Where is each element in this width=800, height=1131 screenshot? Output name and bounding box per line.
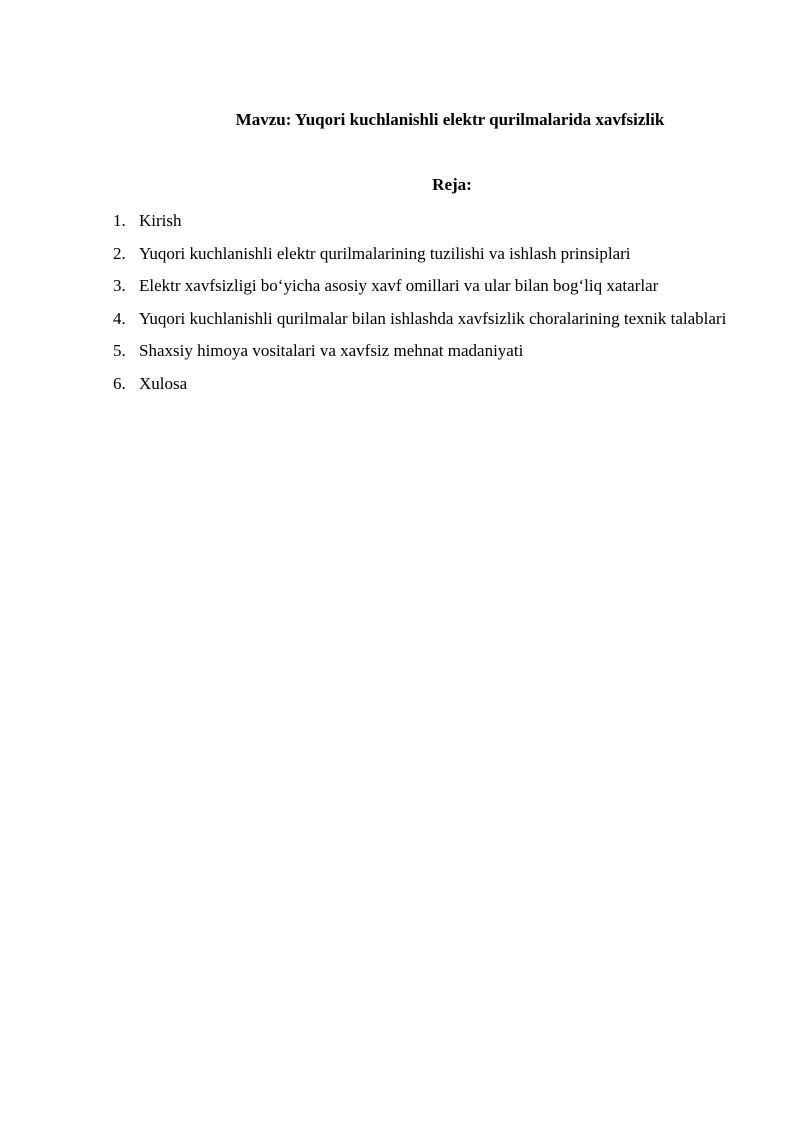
plan-item xyxy=(113,270,743,303)
plan-item xyxy=(113,238,743,271)
plan-item-text: Elektr xavfsizligi bo‘yicha asosiy xavf omillari va ular bilan bog‘liq xatarlar xyxy=(139,276,659,295)
plan-item-text: Yuqori kuchlanishli elektr qurilmalarining tuzilishi va ishlash prinsiplari xyxy=(139,243,631,263)
plan-item xyxy=(113,205,743,238)
plan-item-number: 4. xyxy=(113,308,126,328)
plan-item-text: Yuqori kuchlanishli qurilmalar bilan ishlashda xavfsizlik choralarining texnik talablari xyxy=(139,308,727,328)
plan-item xyxy=(113,368,743,401)
plan-heading: Reja: xyxy=(432,175,472,194)
plan-item-number: 1. xyxy=(113,211,126,230)
plan-item-number: 3. xyxy=(113,276,126,295)
plan-item-number: 2. xyxy=(113,243,126,263)
plan-item xyxy=(113,303,743,336)
topic-title: Mavzu: Yuqori kuchlanishli elektr qurilmalarida xavfsizlik xyxy=(235,110,665,129)
plan-item-number: 5. xyxy=(113,341,126,360)
plan-item-text: Kirish xyxy=(139,211,182,230)
plan-list xyxy=(113,205,743,400)
plan-item-text: Shaxsiy himoya vositalari va xavfsiz mehnat madaniyati xyxy=(139,341,524,360)
plan-item-text: Xulosa xyxy=(139,373,188,393)
plan-item xyxy=(113,335,743,368)
plan-item-number: 6. xyxy=(113,373,126,393)
